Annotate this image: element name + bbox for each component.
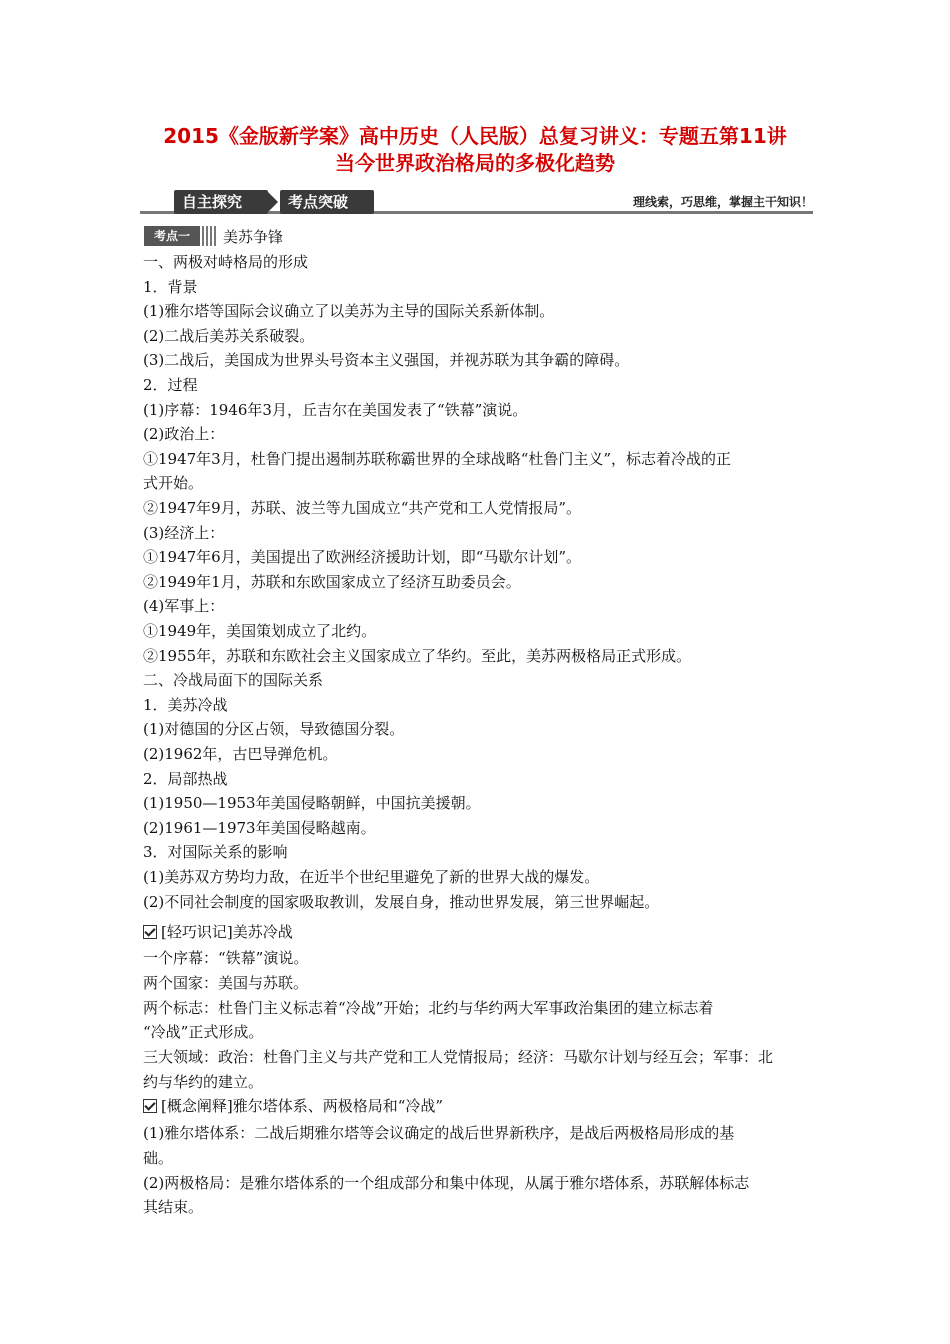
text-line: ②1955年，苏联和东欧社会主义国家成立了华约。至此，美苏两极格局正式形成。 bbox=[143, 647, 692, 665]
text-line: 三大领域：政治：杜鲁门主义与共产党和工人党情报局；经济：马歇尔计划与经互会；军事：北 bbox=[143, 1048, 774, 1066]
text-line: (1)序幕：1946年3月，丘吉尔在美国发表了“铁幕”演说。 bbox=[143, 401, 528, 419]
checkbox-icon bbox=[143, 1099, 157, 1113]
text-line: 1．背景 bbox=[143, 278, 198, 296]
text-line: (2)1961—1973年美国侵略越南。 bbox=[143, 819, 376, 837]
box2-heading-line bbox=[143, 1094, 443, 1118]
text-line: 2．局部热战 bbox=[143, 770, 228, 788]
text-line: (2)政治上： bbox=[143, 425, 225, 443]
doc-title-line1: 2015《金版新学案》高中历史（人民版）总复习讲义：专题五第11讲 bbox=[163, 124, 787, 148]
checkbox-icon bbox=[143, 925, 157, 939]
banner-tab-zizhu: 自主探究 bbox=[174, 190, 268, 214]
text-line: ①1947年6月，美国提出了欧洲经济援助计划，即“马歇尔计划”。 bbox=[143, 548, 582, 566]
text-line: 3．对国际关系的影响 bbox=[143, 843, 288, 861]
text-line: 约与华约的建立。 bbox=[143, 1073, 264, 1091]
text-line: (1)雅尔塔等国际会议确立了以美苏为主导的国际关系新体制。 bbox=[143, 302, 555, 320]
banner-slogan: 理线索，巧思维，掌握主干知识！ bbox=[632, 195, 813, 209]
text-line: 两个国家：美国与苏联。 bbox=[143, 974, 309, 992]
box1-heading-line bbox=[143, 920, 293, 944]
kaodian-bars-icon bbox=[202, 226, 216, 246]
text-line: (1)美苏双方势均力敌，在近半个世纪里避免了新的世界大战的爆发。 bbox=[143, 868, 600, 886]
text-line: (1)对德国的分区占领，导致德国分裂。 bbox=[143, 720, 405, 738]
banner-arrow-icon bbox=[268, 192, 278, 212]
box1-heading: [轻巧识记]美苏冷战 bbox=[161, 923, 293, 941]
text-line: (2)两极格局：是雅尔塔体系的一个组成部分和集中体现，从属于雅尔塔体系，苏联解体标志 bbox=[143, 1174, 750, 1192]
text-line: (1)雅尔塔体系：二战后期雅尔塔等会议确定的战后世界新秩序，是战后两极格局形成的基 bbox=[143, 1124, 735, 1142]
text-line: 其结束。 bbox=[143, 1198, 204, 1216]
text-line: 一、两极对峙格局的形成 bbox=[143, 253, 309, 271]
text-line: 2．过程 bbox=[143, 376, 198, 394]
banner-tab-kaodian: 考点突破 bbox=[280, 190, 374, 214]
text-line: 1．美苏冷战 bbox=[143, 696, 228, 714]
text-line: 一个序幕：“铁幕”演说。 bbox=[143, 949, 309, 967]
text-line: (2)不同社会制度的国家吸取教训，发展自身，推动世界发展，第三世界崛起。 bbox=[143, 893, 660, 911]
text-line: 两个标志：杜鲁门主义标志着“冷战”开始；北约与华约两大军事政治集团的建立标志着 bbox=[143, 999, 714, 1017]
box2-heading: [概念阐释]雅尔塔体系、两极格局和“冷战” bbox=[161, 1097, 444, 1115]
text-line: ①1949年，美国策划成立了北约。 bbox=[143, 622, 377, 640]
text-line: (4)军事上： bbox=[143, 597, 225, 615]
section-banner bbox=[140, 190, 813, 216]
text-line: (2)1962年，古巴导弹危机。 bbox=[143, 745, 338, 763]
text-line: 式开始。 bbox=[143, 474, 204, 492]
text-line: “冷战”正式形成。 bbox=[143, 1023, 264, 1041]
doc-title-line2: 当今世界政治格局的多极化趋势 bbox=[335, 151, 615, 175]
text-line: (1)1950—1953年美国侵略朝鲜，中国抗美援朝。 bbox=[143, 794, 481, 812]
text-line: 础。 bbox=[143, 1149, 174, 1167]
text-line: 二、冷战局面下的国际关系 bbox=[143, 671, 324, 689]
text-line: (3)二战后，美国成为世界头号资本主义强国，并视苏联为其争霸的障碍。 bbox=[143, 351, 630, 369]
text-line: ②1947年9月，苏联、波兰等九国成立“共产党和工人党情报局”。 bbox=[143, 499, 582, 517]
kaodian-label: 考点一 bbox=[144, 226, 200, 246]
text-line: (2)二战后美苏关系破裂。 bbox=[143, 327, 315, 345]
text-line: ①1947年3月，杜鲁门提出遏制苏联称霸世界的全球战略“杜鲁门主义”，标志着冷战的正 bbox=[143, 450, 732, 468]
kaodian-heading: 美苏争锋 bbox=[223, 228, 284, 246]
text-line: (3)经济上： bbox=[143, 524, 225, 542]
text-line: ②1949年1月，苏联和东欧国家成立了经济互助委员会。 bbox=[143, 573, 521, 591]
